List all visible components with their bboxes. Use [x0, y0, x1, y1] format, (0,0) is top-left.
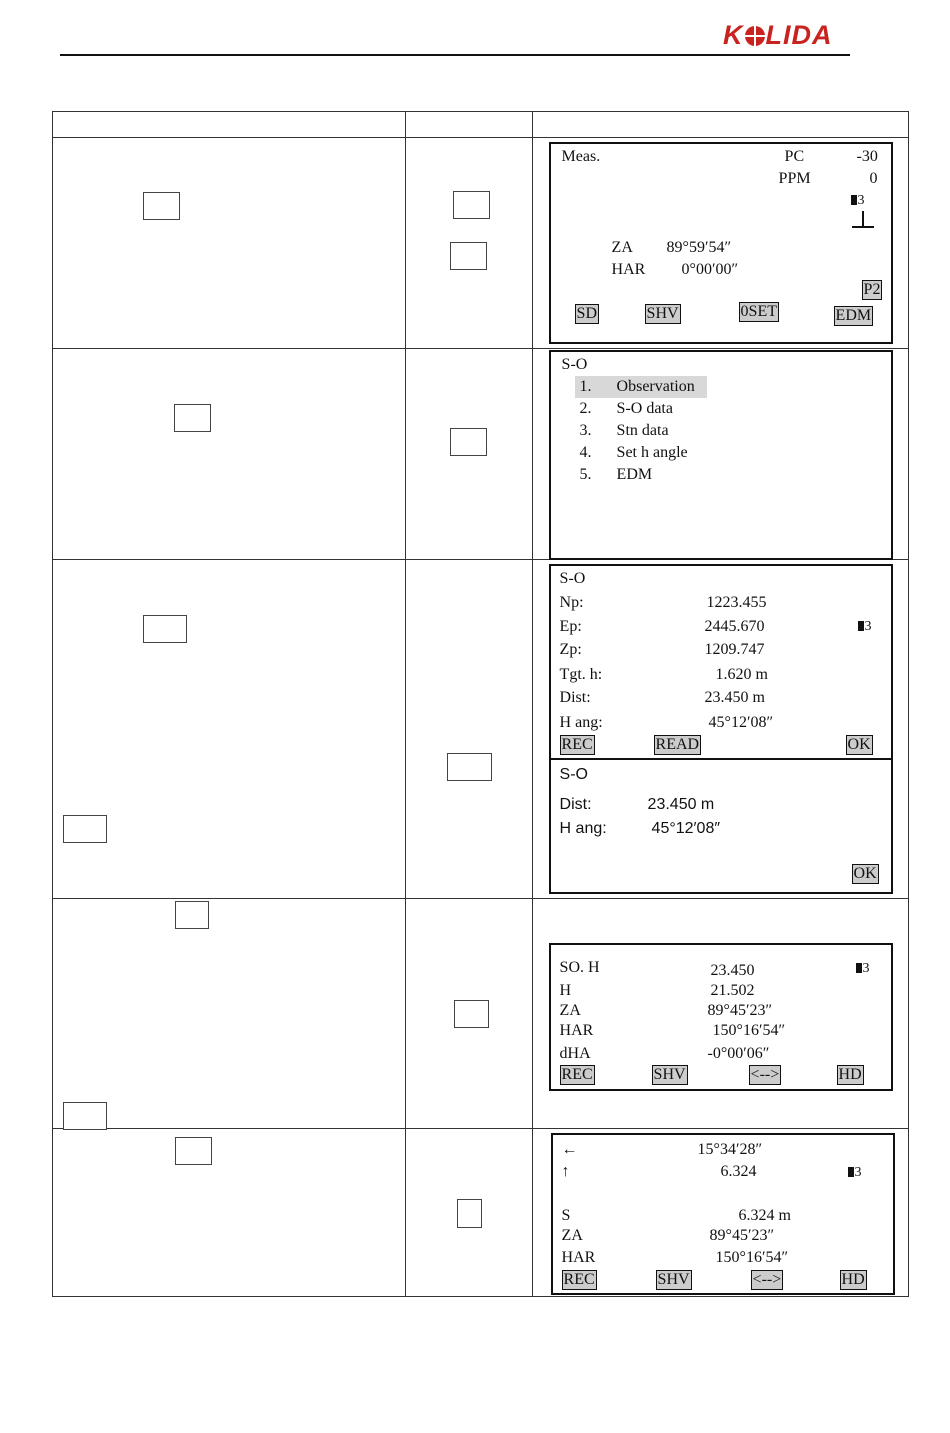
softkey-edm[interactable]: EDM — [835, 307, 872, 324]
key-box — [450, 428, 487, 456]
menu-item-num: 3. — [579, 422, 592, 439]
softkey-rec[interactable]: REC — [561, 1066, 593, 1083]
menu-item-set-h-angle[interactable]: Set h angle — [616, 444, 688, 461]
softkey-hd[interactable]: HD — [841, 1271, 865, 1288]
table-row — [53, 138, 909, 349]
s-value: 6.324 m — [738, 1207, 791, 1224]
softkey-rec[interactable]: REC — [563, 1271, 595, 1288]
softkey-arrows[interactable]: <--> — [750, 1066, 780, 1083]
za-value: 89°45′23″ — [709, 1227, 775, 1244]
har-value: 150°16′54″ — [715, 1249, 789, 1266]
so-data-screen — [549, 564, 893, 760]
menu-item-num: 2. — [579, 400, 592, 417]
za-value: 89°59′54″ — [666, 239, 732, 256]
h-ang-value: 45°12′08″ — [651, 820, 720, 837]
battery-icon: 3 — [851, 194, 865, 208]
procedure-table — [52, 111, 909, 1297]
display-cell — [532, 899, 908, 1129]
tgt-h-label: Tgt. h: — [559, 666, 603, 683]
table-row — [53, 560, 909, 899]
header-cell-display — [532, 112, 908, 138]
display-cell — [532, 349, 908, 560]
battery-icon: 3 — [848, 1166, 862, 1180]
zp-value: 1209.747 — [704, 641, 765, 658]
dist-value: 23.450 m — [704, 689, 765, 706]
up-arrow-icon: ↑ — [561, 1163, 570, 1180]
key-box — [450, 242, 487, 270]
screen-title: S-O — [559, 766, 588, 783]
softkey-hd[interactable]: HD — [838, 1066, 862, 1083]
dha-label: dHA — [559, 1045, 591, 1062]
h-ang-label: H ang: — [559, 714, 603, 731]
softkey-arrows[interactable]: <--> — [752, 1271, 782, 1288]
key-box — [63, 815, 107, 843]
softkey-sd[interactable]: SD — [576, 305, 597, 322]
header-cell-operation — [53, 112, 406, 138]
screen-title: S-O — [561, 356, 588, 373]
za-value: 89°45′23″ — [707, 1002, 773, 1019]
page-indicator: P2 — [863, 281, 881, 298]
key-cell — [406, 138, 532, 349]
so-guide-screen — [551, 1133, 895, 1295]
battery-icon: 3 — [858, 620, 872, 634]
header-cell-key — [406, 112, 532, 138]
dist-label: Dist: — [559, 689, 591, 706]
h-ang-label: H ang: — [559, 820, 607, 837]
menu-item-so-data[interactable]: S-O data — [616, 400, 673, 417]
so-menu-screen — [549, 350, 893, 560]
dha-value: -0°00′06″ — [707, 1045, 770, 1062]
display-cell — [532, 138, 908, 349]
ep-value: 2445.670 — [704, 618, 765, 635]
h-ang-value: 45°12′08″ — [708, 714, 774, 731]
s-label: S — [561, 1207, 571, 1224]
h-label: H — [559, 982, 572, 999]
operation-cell — [53, 138, 406, 349]
key-box — [63, 1102, 107, 1130]
globe-icon — [745, 26, 765, 46]
key-box — [175, 901, 209, 929]
left-arrow-value: 15°34′28″ — [697, 1141, 763, 1158]
za-label: ZA — [559, 1002, 581, 1019]
key-cell — [406, 1129, 532, 1297]
operation-cell — [53, 1129, 406, 1297]
h-value: 21.502 — [710, 982, 755, 999]
key-box — [143, 615, 187, 643]
display-cell — [532, 1129, 908, 1297]
ep-label: Ep: — [559, 618, 582, 635]
softkey-shv[interactable]: SHV — [657, 1271, 690, 1288]
key-cell — [406, 899, 532, 1129]
key-box — [453, 191, 490, 219]
key-box — [447, 753, 492, 781]
np-value: 1223.455 — [706, 594, 767, 611]
table-row — [53, 349, 909, 560]
table-header-row — [53, 112, 909, 138]
kolida-logo: K LIDA — [723, 20, 833, 50]
tilt-icon — [850, 210, 876, 230]
pc-label: PC — [784, 148, 805, 165]
softkey-0set[interactable]: 0SET — [740, 303, 777, 320]
key-box — [143, 192, 180, 220]
softkey-ok[interactable]: OK — [847, 736, 871, 753]
key-cell — [406, 349, 532, 560]
softkey-rec[interactable]: REC — [561, 736, 593, 753]
key-cell — [406, 560, 532, 899]
menu-item-observation[interactable]: Observation — [616, 378, 695, 395]
screen-title: Meas. — [561, 148, 601, 165]
har-value: 150°16′54″ — [712, 1022, 786, 1039]
so-h-value: 23.450 — [710, 962, 755, 979]
display-cell — [532, 560, 908, 899]
menu-item-edm[interactable]: EDM — [616, 466, 653, 483]
table-row — [53, 1129, 909, 1297]
key-box — [454, 1000, 489, 1028]
za-label: ZA — [561, 1227, 583, 1244]
menu-item-stn-data[interactable]: Stn data — [616, 422, 669, 439]
meas-screen — [549, 142, 893, 344]
table-row — [53, 899, 909, 1129]
zp-label: Zp: — [559, 641, 582, 658]
softkey-shv[interactable]: SHV — [653, 1066, 686, 1083]
dist-label: Dist: — [559, 796, 592, 813]
so-result-screen — [549, 758, 893, 894]
ppm-label: PPM — [778, 170, 811, 187]
operation-cell — [53, 349, 406, 560]
key-box — [174, 404, 211, 432]
har-value: 0°00′00″ — [681, 261, 739, 278]
za-label: ZA — [611, 239, 633, 256]
har-label: HAR — [559, 1022, 594, 1039]
key-box — [457, 1199, 482, 1228]
har-label: HAR — [561, 1249, 596, 1266]
so-h-label: SO. H — [559, 959, 600, 976]
pc-value: -30 — [856, 148, 878, 165]
header-rule — [60, 54, 850, 56]
ppm-value: 0 — [869, 170, 878, 187]
menu-item-num: 4. — [579, 444, 592, 461]
softkey-ok[interactable]: OK — [853, 865, 877, 882]
menu-item-num: 1. — [579, 378, 592, 395]
up-arrow-value: 6.324 — [720, 1163, 757, 1180]
har-label: HAR — [611, 261, 646, 278]
operation-cell — [53, 899, 406, 1129]
so-height-screen — [549, 943, 893, 1091]
np-label: Np: — [559, 594, 584, 611]
left-arrow-icon: ← — [561, 1141, 578, 1158]
tgt-h-value: 1.620 m — [715, 666, 768, 683]
screen-title: S-O — [559, 570, 586, 587]
battery-icon: 3 — [856, 962, 870, 976]
key-box — [175, 1137, 212, 1165]
softkey-read[interactable]: READ — [655, 736, 700, 753]
menu-item-num: 5. — [579, 466, 592, 483]
softkey-shv[interactable]: SHV — [646, 305, 679, 322]
dist-value: 23.450 m — [647, 796, 715, 813]
operation-cell — [53, 560, 406, 899]
